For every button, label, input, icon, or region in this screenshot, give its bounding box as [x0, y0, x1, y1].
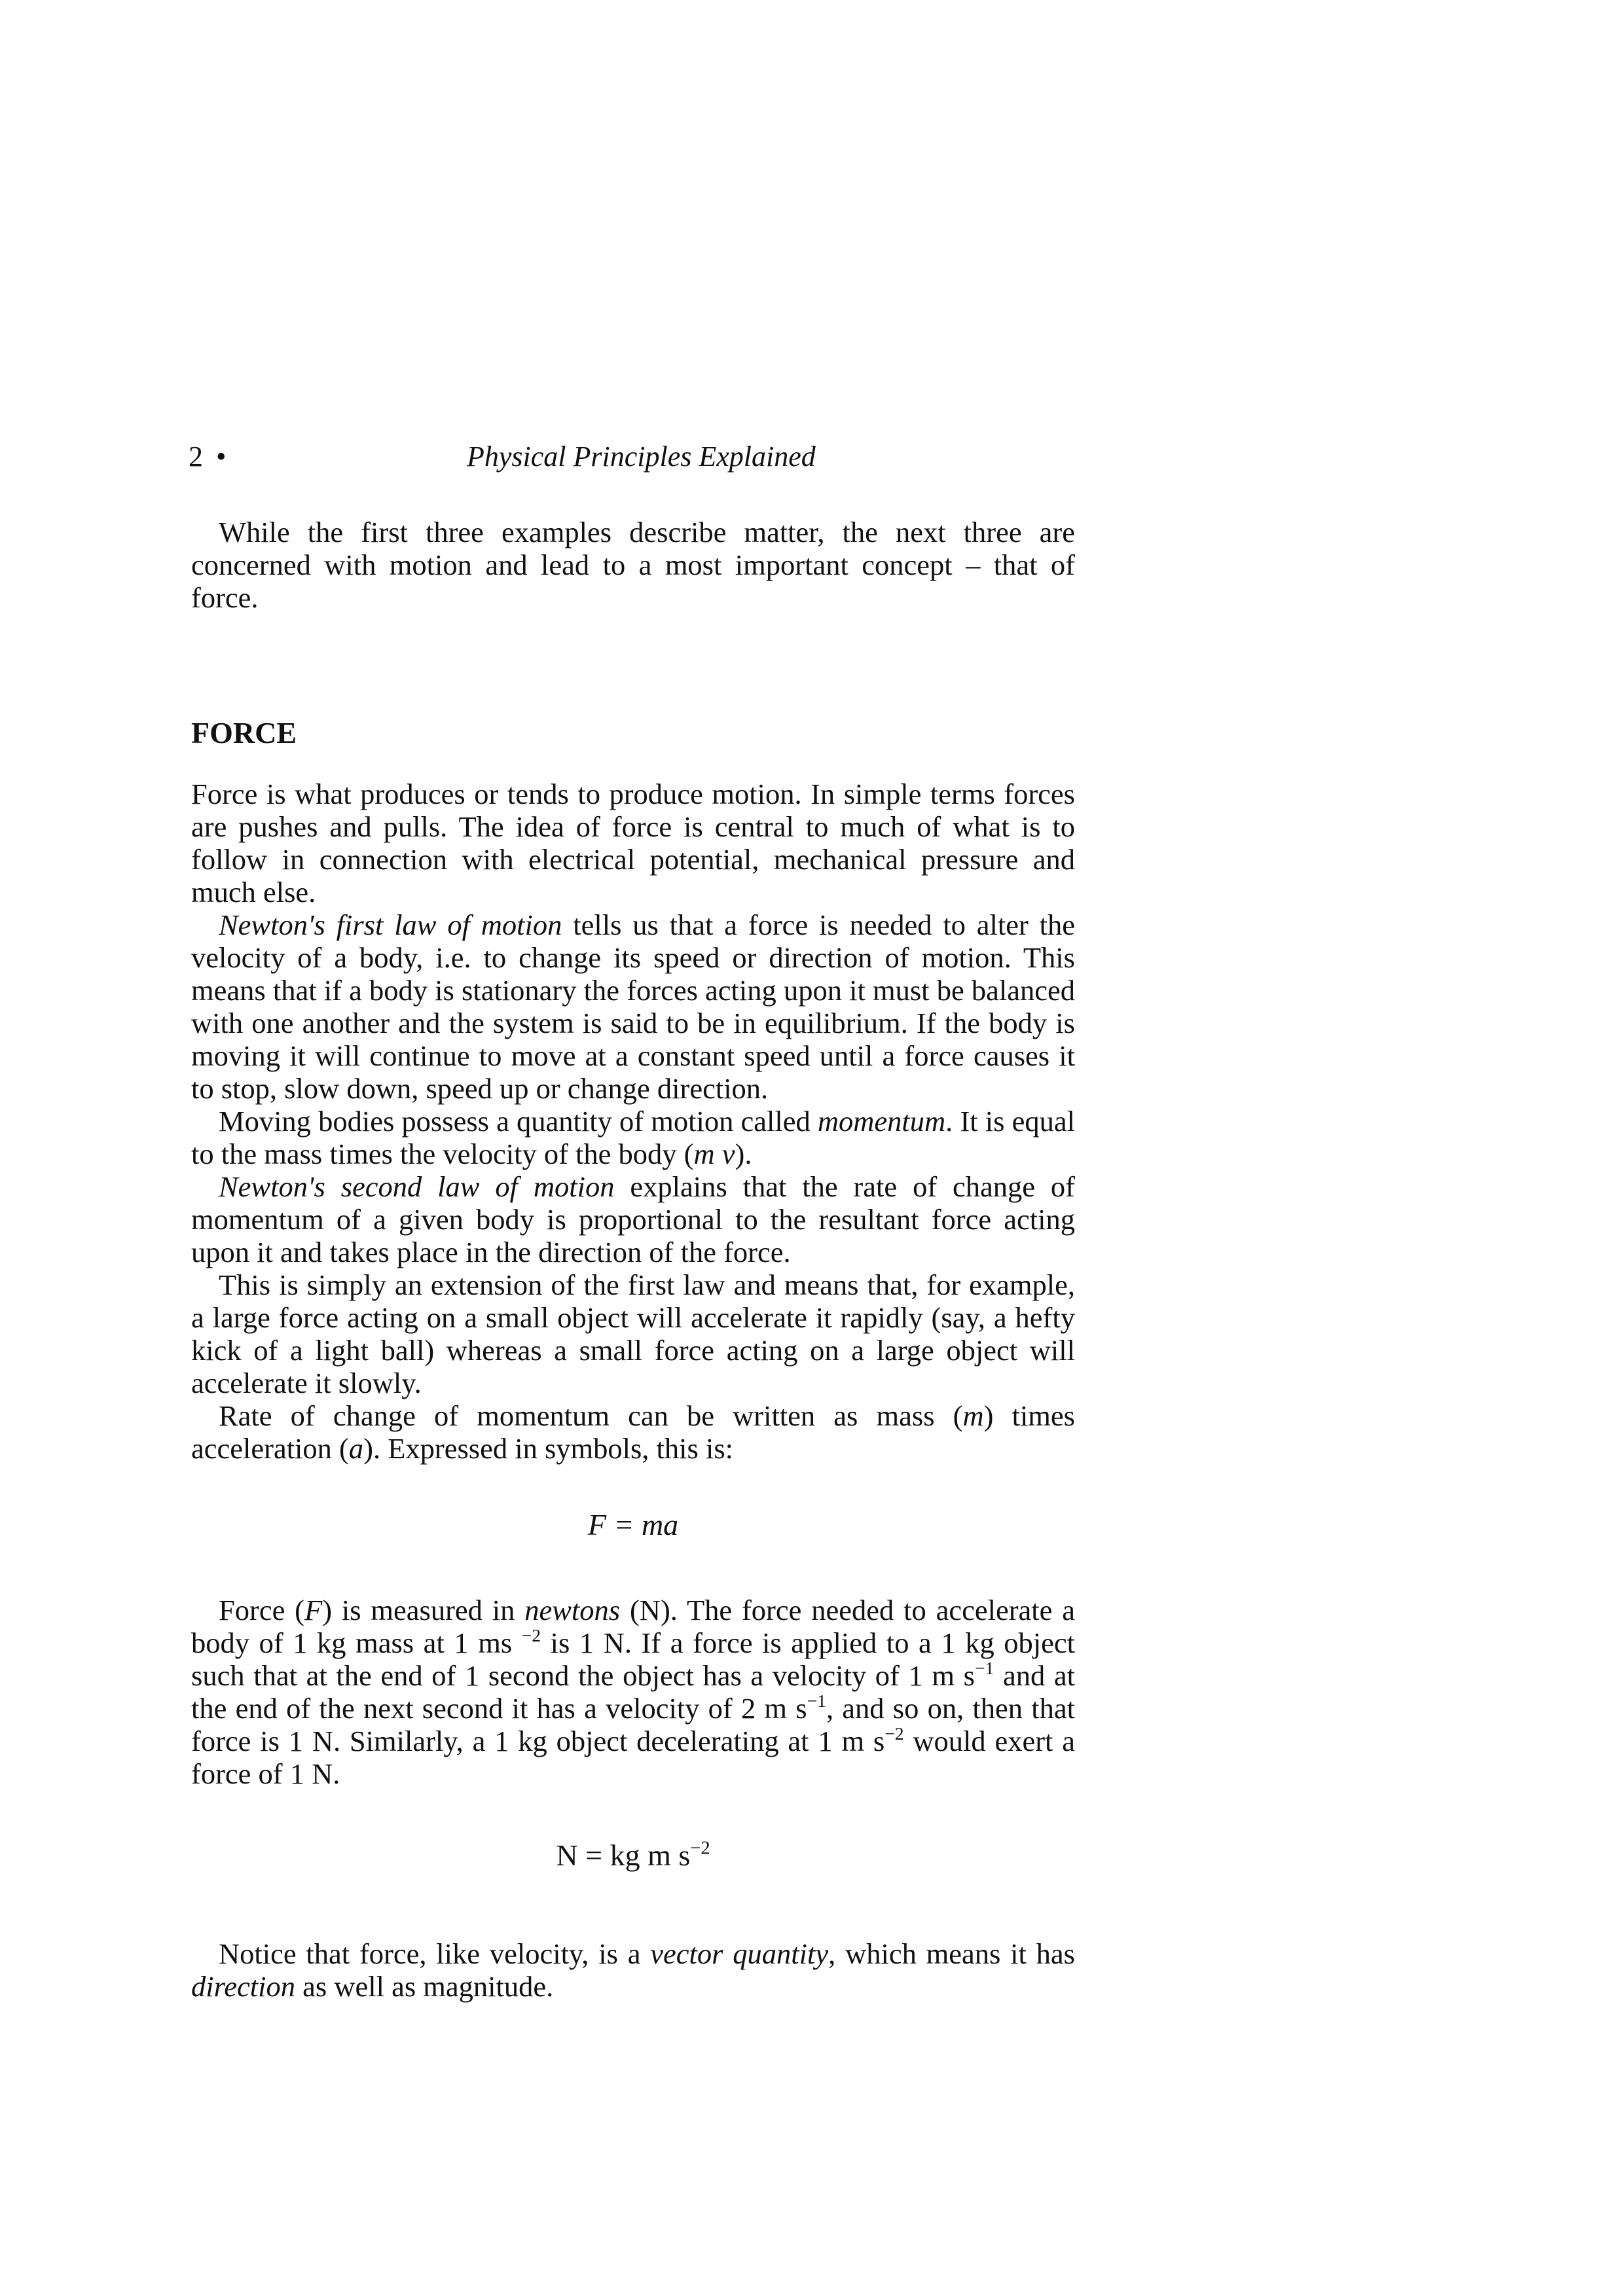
paragraph-newtons	[191, 1594, 1075, 1790]
paragraph-first-law	[191, 908, 1075, 1105]
paragraph-force-definition: Force is what produces or tends to produce motion. In simple terms forces are pushes and pulls. The idea of force is central to much of what is to follow in connection with electrical potential, mechanical pressure and much else.	[191, 778, 1075, 908]
direction-term: direction	[191, 1970, 296, 2003]
exponent-2: −1	[974, 1657, 994, 1678]
vector-quantity-term: vector quantity	[650, 1937, 829, 1970]
newtons-text-d: is 1 N. If a force is applied to a 1 kg object such that at the end of 1 second the object has a velocity of 1 m s	[191, 1626, 1075, 1692]
exponent-1: −2	[521, 1624, 541, 1645]
mass-symbol: m	[962, 1399, 984, 1432]
exponent-3: −1	[807, 1690, 826, 1711]
closing-text-b: , which means it has	[828, 1937, 1075, 1970]
unit-exponent: −2	[690, 1838, 710, 1859]
intro-paragraph: While the first three examples describe matter, the next three are concerned with motion and lead to a most important concept – that of force.	[191, 516, 1075, 614]
page-number: 2	[189, 440, 203, 473]
rate-text-b: ) times acceleration (	[191, 1399, 1075, 1465]
momentum-text-c: ).	[735, 1138, 752, 1170]
newtons-text-e: and at the end of the next second it has a velocity of 2 m s	[191, 1659, 1075, 1725]
paragraph-second-law	[191, 1170, 1075, 1268]
running-head	[189, 437, 1131, 476]
section-heading: FORCE	[191, 716, 297, 749]
paragraph-vector-quantity	[191, 1937, 1075, 2003]
equation-f-equals-ma: F = ma	[587, 1508, 679, 1541]
unit-base: N = kg m s	[556, 1839, 691, 1872]
second-law-term: Newton's second law of motion	[219, 1170, 615, 1203]
newtons-text-b: ) is measured in	[322, 1594, 525, 1626]
force-symbol: F	[304, 1594, 323, 1626]
momentum-symbol: m v	[693, 1138, 735, 1170]
newtons-text-g: would exert a force of 1 N.	[191, 1725, 1075, 1790]
force-text-block	[191, 778, 1075, 1465]
first-law-text: tells us that a force is needed to alter the velocity of a body, i.e. to change its speed or direction of motion. This means that if a body is stationary the forces acting upon it must be balanced with one another and the system is said to be in equilibrium. If the body is moving it will continue to move at a constant speed until a force causes it to stop, slow down, speed up or change direction.	[191, 908, 1076, 1105]
rate-text-a: Rate of change of momentum can be written as mass (	[219, 1399, 963, 1432]
paragraph-momentum	[191, 1105, 1075, 1170]
momentum-text-a: Moving bodies possess a quantity of motion called	[219, 1105, 818, 1138]
running-title: Physical Principles Explained	[467, 440, 816, 473]
first-law-term: Newton's first law of motion	[219, 908, 562, 941]
newtons-term: newtons	[524, 1594, 621, 1626]
newtons-text-c: (N). The force needed to accelerate a body of 1 kg mass at 1 ms	[191, 1594, 1075, 1659]
momentum-term: momentum	[817, 1105, 946, 1138]
closing-text-c: as well as magnitude.	[295, 1970, 554, 2003]
newtons-text-a: Force (	[219, 1594, 304, 1626]
closing-text-a: Notice that force, like velocity, is a	[219, 1937, 651, 1970]
page-bullet: •	[216, 440, 227, 473]
second-law-text: explains that the rate of change of momentum of a given body is proportional to the resultant force acting upon it and takes place in the direction of the force.	[191, 1170, 1076, 1268]
equation-newton-units	[191, 1836, 1075, 1875]
paragraph-rate-of-change	[191, 1399, 1075, 1465]
rate-text-c: ). Expressed in symbols, this is:	[363, 1432, 734, 1465]
acceleration-symbol: a	[348, 1432, 364, 1465]
paragraph-extension: This is simply an extension of the first law and means that, for example, a large force acting on a small object will accelerate it rapidly (say, a hefty kick of a light ball) whereas a small force acting on a large object will accelerate it slowly.	[191, 1268, 1075, 1399]
newtons-text-f: , and so on, then that force is 1 N. Similarly, a 1 kg object decelerating at 1 m s	[191, 1692, 1075, 1757]
exponent-4: −2	[884, 1723, 904, 1744]
momentum-text-b: . It is equal to the mass times the velocity of the body (	[191, 1105, 1075, 1170]
